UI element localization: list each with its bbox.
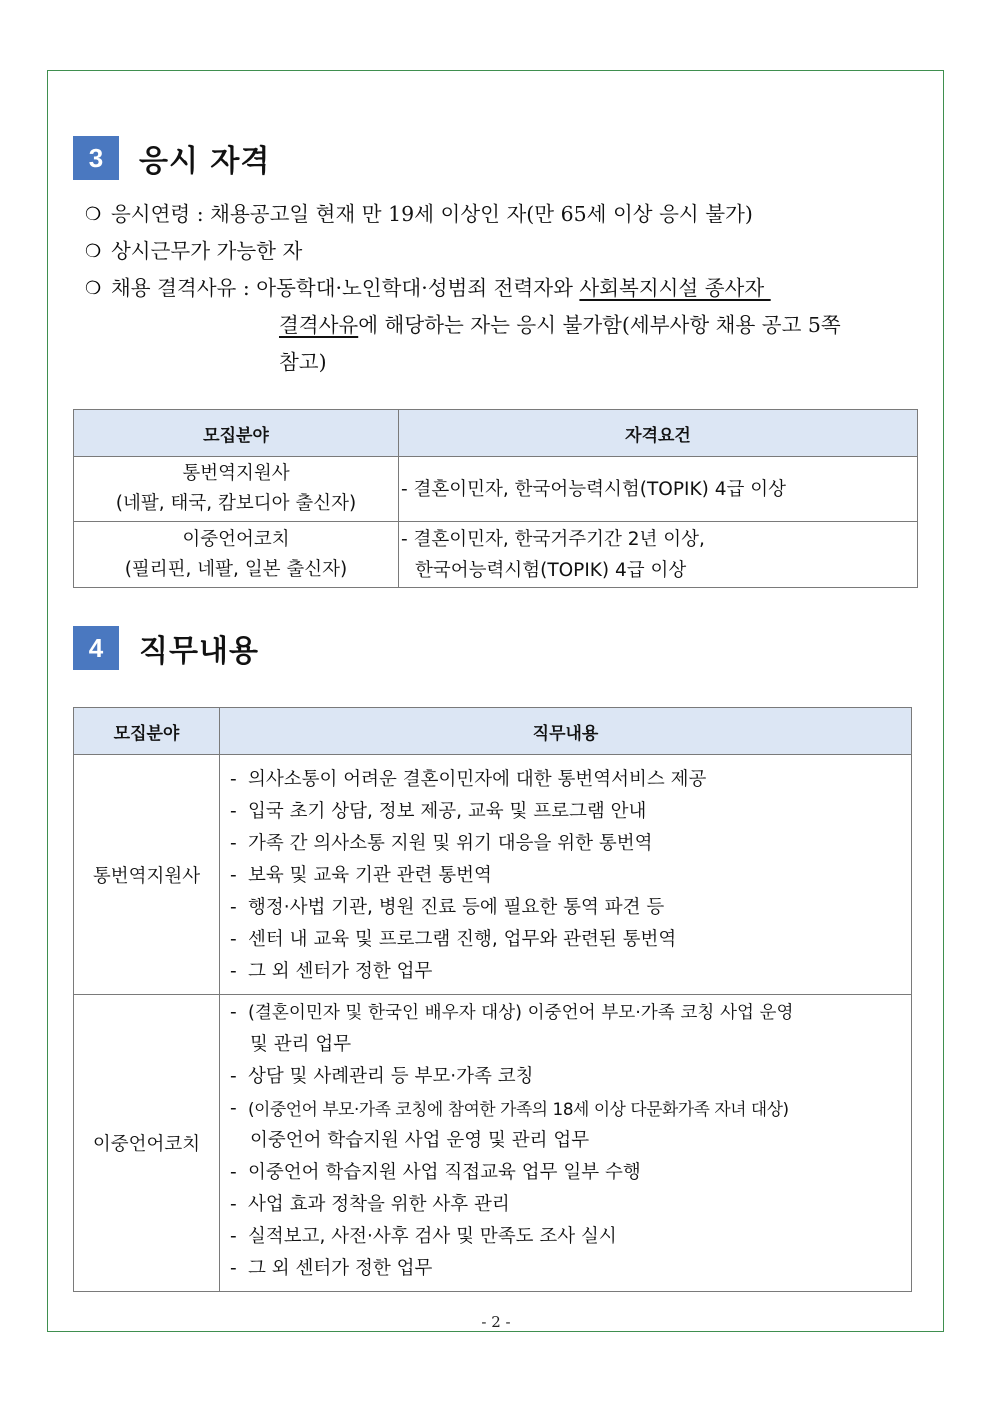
- requirement-line: - 결혼이민자, 한국어능력시험(TOPIK) 4급 이상: [401, 478, 786, 500]
- duties-cell: [220, 995, 912, 1292]
- section-title: 직무내용: [139, 634, 259, 669]
- bullet-text: 채용공고일 현재 만 19세 이상인 자(만 65세 이상 응시 불가): [210, 202, 753, 226]
- bullet-text: 아동학대·노인학대·성범죄 전력자와: [256, 276, 580, 300]
- duty-continuation: 및 관리 업무: [250, 1034, 352, 1055]
- ring-bullet-icon: ❍: [85, 204, 102, 225]
- duty-text: 그 외 센터가 정한 업무: [248, 1258, 433, 1279]
- column-header: 직무내용: [220, 708, 912, 755]
- bullet-continuation: [279, 344, 925, 381]
- duty-text: 행정·사법 기관, 병원 진료 등에 필요한 통역 파견 등: [248, 896, 665, 918]
- duty-text: (결혼이민자 및 한국인 배우자 대상) 이중언어 부모·가족 코칭 사업 운영: [248, 1003, 794, 1023]
- qualification-table: [73, 409, 918, 588]
- underlined-text: 결격사유: [279, 313, 359, 337]
- duty-text: 실적보고, 사전·사후 검사 및 만족도 조사 실시: [248, 1226, 617, 1247]
- duty-text: 보육 및 교육 기관 관련 통번역: [248, 864, 492, 886]
- list-item: - (이중언어 부모·가족 코칭에 참여한 가족의 18세 이상 다문화가족 자녀 대상): [230, 1093, 907, 1125]
- field-cell: 통번역지원사: [74, 755, 220, 995]
- duty-text: (이중언어 부모·가족 코칭에 참여한 가족의 18세 이상 다문화가족 자녀 대상): [248, 1099, 789, 1119]
- requirement-line: 한국어능력시험(TOPIK) 4급 이상: [415, 559, 687, 581]
- bullet-label: 응시연령 :: [111, 202, 211, 226]
- table-header-row: [74, 410, 918, 457]
- page-number: - 2 -: [481, 1313, 511, 1331]
- list-item: - 의사소통이 어려운 결혼이민자에 대한 통번역서비스 제공: [230, 764, 907, 796]
- list-item: - 실적보고, 사전·사후 검사 및 만족도 조사 실시: [230, 1221, 907, 1253]
- list-item: - 그 외 센터가 정한 업무: [230, 956, 907, 988]
- ring-bullet-icon: ❍: [85, 241, 102, 262]
- duty-text: 사업 효과 정착을 위한 사후 관리: [248, 1194, 510, 1215]
- bullet-label: 채용 결격사유 :: [111, 276, 257, 300]
- field-cell: [74, 522, 399, 588]
- duties-cell: [220, 755, 912, 995]
- section-number: 3: [73, 136, 119, 180]
- requirement-cell: [399, 522, 918, 588]
- list-item: - 상담 및 사례관리 등 부모·가족 코칭: [230, 1061, 907, 1093]
- requirement-line: - 결혼이민자, 한국거주기간 2년 이상,: [401, 528, 705, 550]
- field-name: 통번역지원사: [182, 463, 290, 484]
- field-origin: (필리핀, 네팔, 일본 출신자): [124, 558, 348, 580]
- list-item: [85, 233, 925, 270]
- requirement-cell: [399, 457, 918, 522]
- table-row: [74, 457, 918, 522]
- field-cell: 이중언어코치: [74, 995, 220, 1292]
- list-item: - 보육 및 교육 기관 관련 통번역: [230, 860, 907, 892]
- duties-table: [73, 707, 912, 1292]
- duty-text: 가족 간 의사소통 지원 및 위기 대응을 위한 통번역: [248, 832, 653, 854]
- qualification-list: [85, 196, 925, 381]
- list-item: [85, 270, 925, 307]
- duty-text: 상담 및 사례관리 등 부모·가족 코칭: [248, 1066, 534, 1087]
- table-row: [74, 755, 912, 995]
- underlined-text: 사회복지시설 종사자: [579, 276, 771, 300]
- field-origin: (네팔, 태국, 캄보디아 출신자): [115, 493, 357, 514]
- ring-bullet-icon: ❍: [85, 278, 102, 299]
- list-item: - (결혼이민자 및 한국인 배우자 대상) 이중언어 부모·가족 코칭 사업 운영: [230, 997, 907, 1029]
- duty-text: 센터 내 교육 및 프로그램 진행, 업무와 관련된 통번역: [248, 928, 677, 950]
- section-3-heading: [73, 136, 270, 180]
- duty-text: 입국 초기 상담, 정보 제공, 교육 및 프로그램 안내: [248, 800, 647, 822]
- list-item: - 행정·사법 기관, 병원 진료 등에 필요한 통역 파견 등: [230, 892, 907, 924]
- list-item: - 사업 효과 정착을 위한 사후 관리: [230, 1189, 907, 1221]
- field-name: 이중언어코치: [182, 528, 290, 550]
- duty-text: 그 외 센터가 정한 업무: [248, 960, 433, 982]
- bullet-text: 상시근무가 가능한 자: [111, 239, 303, 263]
- list-item: - 입국 초기 상담, 정보 제공, 교육 및 프로그램 안내: [230, 796, 907, 828]
- table-header-row: [74, 708, 912, 755]
- bullet-text: 참고): [279, 350, 327, 374]
- duty-continuation: 이중언어 학습지원 사업 운영 및 관리 업무: [250, 1130, 590, 1151]
- section-title: 응시 자격: [139, 144, 271, 179]
- list-item: [85, 196, 925, 233]
- column-header: 모집분야: [74, 410, 399, 457]
- column-header: 자격요건: [399, 410, 918, 457]
- section-4-heading: [73, 626, 259, 670]
- duty-text: 의사소통이 어려운 결혼이민자에 대한 통번역서비스 제공: [248, 768, 707, 790]
- list-item: - 그 외 센터가 정한 업무: [230, 1253, 907, 1285]
- table-row: [74, 522, 918, 588]
- section-number: 4: [73, 626, 119, 670]
- table-row: [74, 995, 912, 1292]
- column-header: 모집분야: [74, 708, 220, 755]
- bullet-continuation: [279, 307, 925, 344]
- list-item: - 가족 간 의사소통 지원 및 위기 대응을 위한 통번역: [230, 828, 907, 860]
- list-item: - 센터 내 교육 및 프로그램 진행, 업무와 관련된 통번역: [230, 924, 907, 956]
- bullet-text: 에 해당하는 자는 응시 불가함(세부사항 채용 공고 5쪽: [358, 313, 841, 337]
- list-item: - 이중언어 학습지원 사업 직접교육 업무 일부 수행: [230, 1157, 907, 1189]
- duty-text: 이중언어 학습지원 사업 직접교육 업무 일부 수행: [248, 1162, 641, 1183]
- field-cell: [74, 457, 399, 522]
